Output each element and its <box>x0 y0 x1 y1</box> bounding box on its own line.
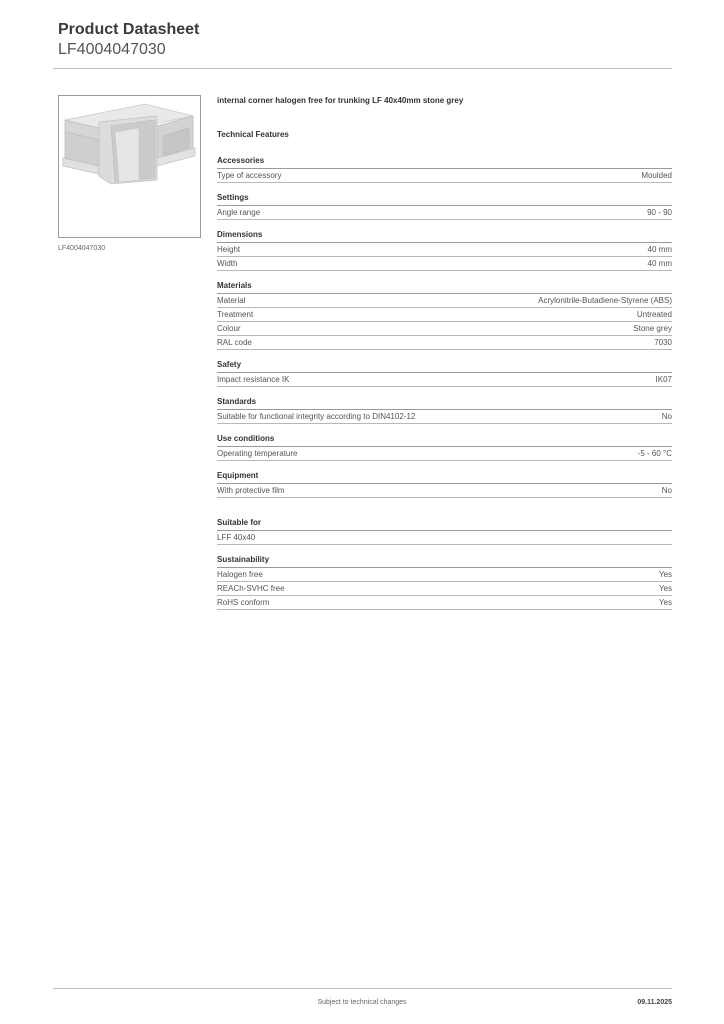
row-value: Yes <box>658 570 672 579</box>
row-label: Suitable for functional integrity according to DIN4102-12 <box>217 412 416 421</box>
table-row <box>217 582 672 596</box>
footer-divider <box>53 988 672 989</box>
section-suitable-for <box>217 518 672 545</box>
section-title: Materials <box>217 281 672 294</box>
section-title: Suitable for <box>217 518 672 531</box>
row-value: Yes <box>658 598 672 607</box>
row-value: 40 mm <box>647 245 672 254</box>
image-caption: LF4004047030 <box>58 245 106 252</box>
section-equipment <box>217 471 672 498</box>
table-row <box>217 568 672 582</box>
table-row <box>217 336 672 350</box>
section-settings <box>217 193 672 220</box>
table-row <box>217 447 672 461</box>
footer-date: 09.11.2025 <box>637 999 672 1006</box>
page-title: Product Datasheet <box>58 21 200 38</box>
product-image <box>58 95 201 238</box>
section-standards <box>217 397 672 424</box>
section-accessories <box>217 156 672 183</box>
product-number: LF4004047030 <box>58 41 166 58</box>
row-label: With protective film <box>217 486 285 495</box>
section-safety <box>217 360 672 387</box>
table-row <box>217 243 672 257</box>
section-title: Safety <box>217 360 672 373</box>
row-value: Acrylonitrile-Butadiene-Styrene (ABS) <box>538 296 672 305</box>
row-label: Width <box>217 259 238 268</box>
row-label: Impact resistance IK <box>217 375 290 384</box>
section-title: Standards <box>217 397 672 410</box>
section-materials <box>217 281 672 350</box>
row-label: RAL code <box>217 338 252 347</box>
row-value: No <box>661 486 672 495</box>
row-label: Treatment <box>217 310 254 319</box>
section-title: Accessories <box>217 156 672 169</box>
row-value: Yes <box>658 584 672 593</box>
row-label: Material <box>217 296 246 305</box>
section-sustainability <box>217 555 672 610</box>
row-value: 90 - 90 <box>647 208 672 217</box>
row-value: IK07 <box>655 375 672 384</box>
section-title: Use conditions <box>217 434 672 447</box>
table-row <box>217 308 672 322</box>
table-row <box>217 596 672 610</box>
row-label: LFF 40x40 <box>217 533 256 542</box>
section-dimensions <box>217 230 672 271</box>
table-row <box>217 410 672 424</box>
row-label: Height <box>217 245 241 254</box>
row-label: REACh-SVHC free <box>217 584 285 593</box>
footer-note: Subject to technical changes <box>317 999 407 1006</box>
header-divider <box>53 68 672 69</box>
section-title: Sustainability <box>217 555 672 568</box>
table-row <box>217 373 672 387</box>
row-value: Stone grey <box>633 324 672 333</box>
row-value: -5 - 60 °C <box>637 449 672 458</box>
table-row <box>217 257 672 271</box>
row-value: Moulded <box>641 171 672 180</box>
internal-corner-illustration <box>59 96 200 237</box>
table-row <box>217 294 672 308</box>
row-label: RoHS conform <box>217 598 270 607</box>
table-row <box>217 322 672 336</box>
row-label: Operating temperature <box>217 449 298 458</box>
technical-features-heading: Technical Features <box>217 130 289 139</box>
section-title: Settings <box>217 193 672 206</box>
row-label: Halogen free <box>217 570 263 579</box>
section-use-conditions <box>217 434 672 461</box>
row-label: Type of accessory <box>217 171 282 180</box>
section-title: Dimensions <box>217 230 672 243</box>
row-label: Angle range <box>217 208 261 217</box>
row-value: No <box>661 412 672 421</box>
table-row <box>217 206 672 220</box>
row-value: Untreated <box>636 310 672 319</box>
product-description: internal corner halogen free for trunking LF 40x40mm stone grey <box>217 96 464 105</box>
table-row <box>217 169 672 183</box>
row-value: 40 mm <box>647 259 672 268</box>
table-row <box>217 531 672 545</box>
table-row <box>217 484 672 498</box>
row-label: Colour <box>217 324 241 333</box>
page-header <box>58 20 199 59</box>
datasheet-content <box>217 96 672 610</box>
section-title: Equipment <box>217 471 672 484</box>
row-value: 7030 <box>654 338 672 347</box>
